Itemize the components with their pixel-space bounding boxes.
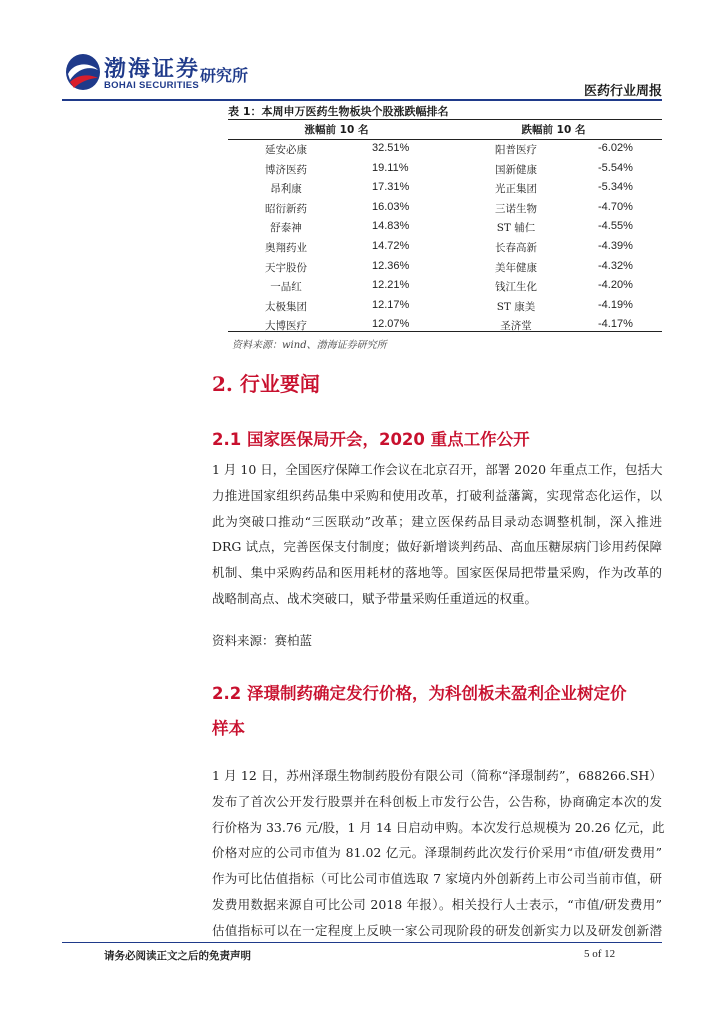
news1-line: 此为突破口推动“三医联动”改革；建立医保药品目录动态调整机制，深入推进 <box>212 513 662 529</box>
news1-body <box>212 457 662 612</box>
news2-title-line2: 样本 <box>212 719 245 738</box>
news2-line: 作为可比估值指标（可比公司市值选取 7 家境内外创新药上市公司当前市值，研 <box>212 871 662 887</box>
header-divider <box>62 99 662 101</box>
news2-line: 发布了首次公开发行股票并在科创板上市发行公告，公告称，协商确定本次的发 <box>212 793 662 809</box>
loser-change: -4.55% <box>598 220 633 233</box>
news1-line: 战略制高点、战术突破口，赋予带量采购任重道远的权重。 <box>212 590 538 606</box>
table-source: 资料来源：wind、渤海证券研究所 <box>232 340 387 351</box>
gainer-name: 天宇股份 <box>265 261 307 274</box>
logo-english-name: BOHAI SECURITIES <box>104 80 200 91</box>
gainer-change: 12.17% <box>372 298 410 311</box>
loser-name: ST 康美 <box>496 300 536 313</box>
news2-line: 价格对应的公司市值为 81.02 亿元。泽璟制药此次发行价采用“市值/研发费用” <box>212 845 662 861</box>
loser-change: -6.02% <box>598 142 633 154</box>
gainer-change: 14.72% <box>372 240 410 252</box>
loser-name: 圣济堂 <box>500 320 532 333</box>
gainer-name: 太极集团 <box>265 300 307 313</box>
loser-name: 国新健康 <box>495 163 537 176</box>
gainer-change: 16.03% <box>372 200 410 213</box>
loser-change: -4.32% <box>598 259 633 272</box>
news1-source: 资料来源：赛柏蓝 <box>212 633 313 648</box>
table-header-rule <box>228 139 662 140</box>
news1-title: 2.1 国家医保局开会，2020 重点工作公开 <box>212 430 530 449</box>
gainer-name: 舒泰神 <box>270 222 302 235</box>
logo-chinese-name: 渤海证券 <box>104 57 201 82</box>
loser-name: 三诺生物 <box>495 202 537 215</box>
news1-line: 1 月 10 日，全国医疗保障工作会议在北京召开，部署 2020 年重点工作，包括大 <box>212 462 663 477</box>
page-number: 5 of 12 <box>584 948 616 960</box>
section-title: 2. 行业要闻 <box>212 372 320 396</box>
loser-change: -5.54% <box>598 161 633 174</box>
loser-change: -4.17% <box>598 318 633 331</box>
gainer-change: 19.11% <box>372 161 409 174</box>
news2-line: 发费用数据来源自可比公司 2018 年报）。相关投行人士表示，“市值/研发费用” <box>212 896 662 912</box>
footer-disclaimer: 请务必阅读正文之后的免责声明 <box>104 950 251 962</box>
gainer-name: 延安必康 <box>265 144 307 156</box>
loser-name: 阳普医疗 <box>495 144 537 156</box>
gainer-change: 17.31% <box>372 181 410 194</box>
gainer-change: 12.21% <box>372 279 410 292</box>
news1-line: 力推进国家组织药品集中采购和使用改革，打破利益藩篱，实现常态化运作，以 <box>212 487 662 503</box>
table-title: 表 1：本周申万医药生物板块个股涨跌幅排名 <box>228 105 449 118</box>
gainer-name: 博济医药 <box>265 163 307 176</box>
gainer-name: 一品红 <box>270 281 302 294</box>
news1-line: DRG 试点，完善医保支付制度；做好新增谈判药品、高血压糖尿病门诊用药保障 <box>212 539 662 555</box>
gainer-change: 32.51% <box>372 142 410 154</box>
table-top-rule <box>228 119 662 120</box>
institute-name: 研究所 <box>200 66 249 85</box>
table-bottom-rule <box>228 331 662 332</box>
loser-change: -4.39% <box>598 240 633 252</box>
loser-name: 钱江生化 <box>495 281 537 294</box>
gainers-header: 涨幅前 10 名 <box>304 124 369 136</box>
news1-line: 机制、集中采购药品和医用耗材的落地等。国家医保局把带量采购，作为改革的 <box>212 565 662 581</box>
news2-line: 行价格为 33.76 元/股，1 月 14 日启动申购。本次发行总规模为 20.26 亿元，此 <box>212 819 665 835</box>
gainer-name: 大博医疗 <box>265 320 307 333</box>
gainer-name: 昭衍新药 <box>265 202 307 215</box>
loser-change: -5.34% <box>598 181 633 194</box>
gainer-change: 12.07% <box>372 318 410 331</box>
loser-change: -4.70% <box>598 200 633 213</box>
loser-name: 美年健康 <box>495 261 537 274</box>
news2-line: 1 月 12 日，苏州泽璟生物制药股份有限公司（简称“泽璟制药”，688266.SH） <box>212 768 662 783</box>
news2-title-line1: 2.2 泽璟制药确定发行价格，为科创板未盈利企业树定价 <box>212 684 627 703</box>
loser-name: ST 辅仁 <box>496 222 536 235</box>
gainer-name: 奥翔药业 <box>265 242 307 254</box>
gainer-change: 12.36% <box>372 259 410 272</box>
loser-change: -4.20% <box>598 279 633 292</box>
news2-body <box>212 763 665 944</box>
loser-name: 长春高新 <box>495 242 537 254</box>
loser-change: -4.19% <box>598 298 633 311</box>
gainer-change: 14.83% <box>372 220 410 233</box>
bohai-logo-icon <box>64 52 102 92</box>
footer-divider <box>62 942 662 943</box>
loser-name: 光正集团 <box>495 183 537 196</box>
report-type: 医药行业周报 <box>583 84 662 99</box>
gainer-name: 昂利康 <box>270 183 302 196</box>
news2-line: 估值指标可以在一定程度上反映一家公司现阶段的研发创新实力以及研发创新潜 <box>212 922 662 938</box>
losers-header: 跌幅前 10 名 <box>521 124 586 136</box>
